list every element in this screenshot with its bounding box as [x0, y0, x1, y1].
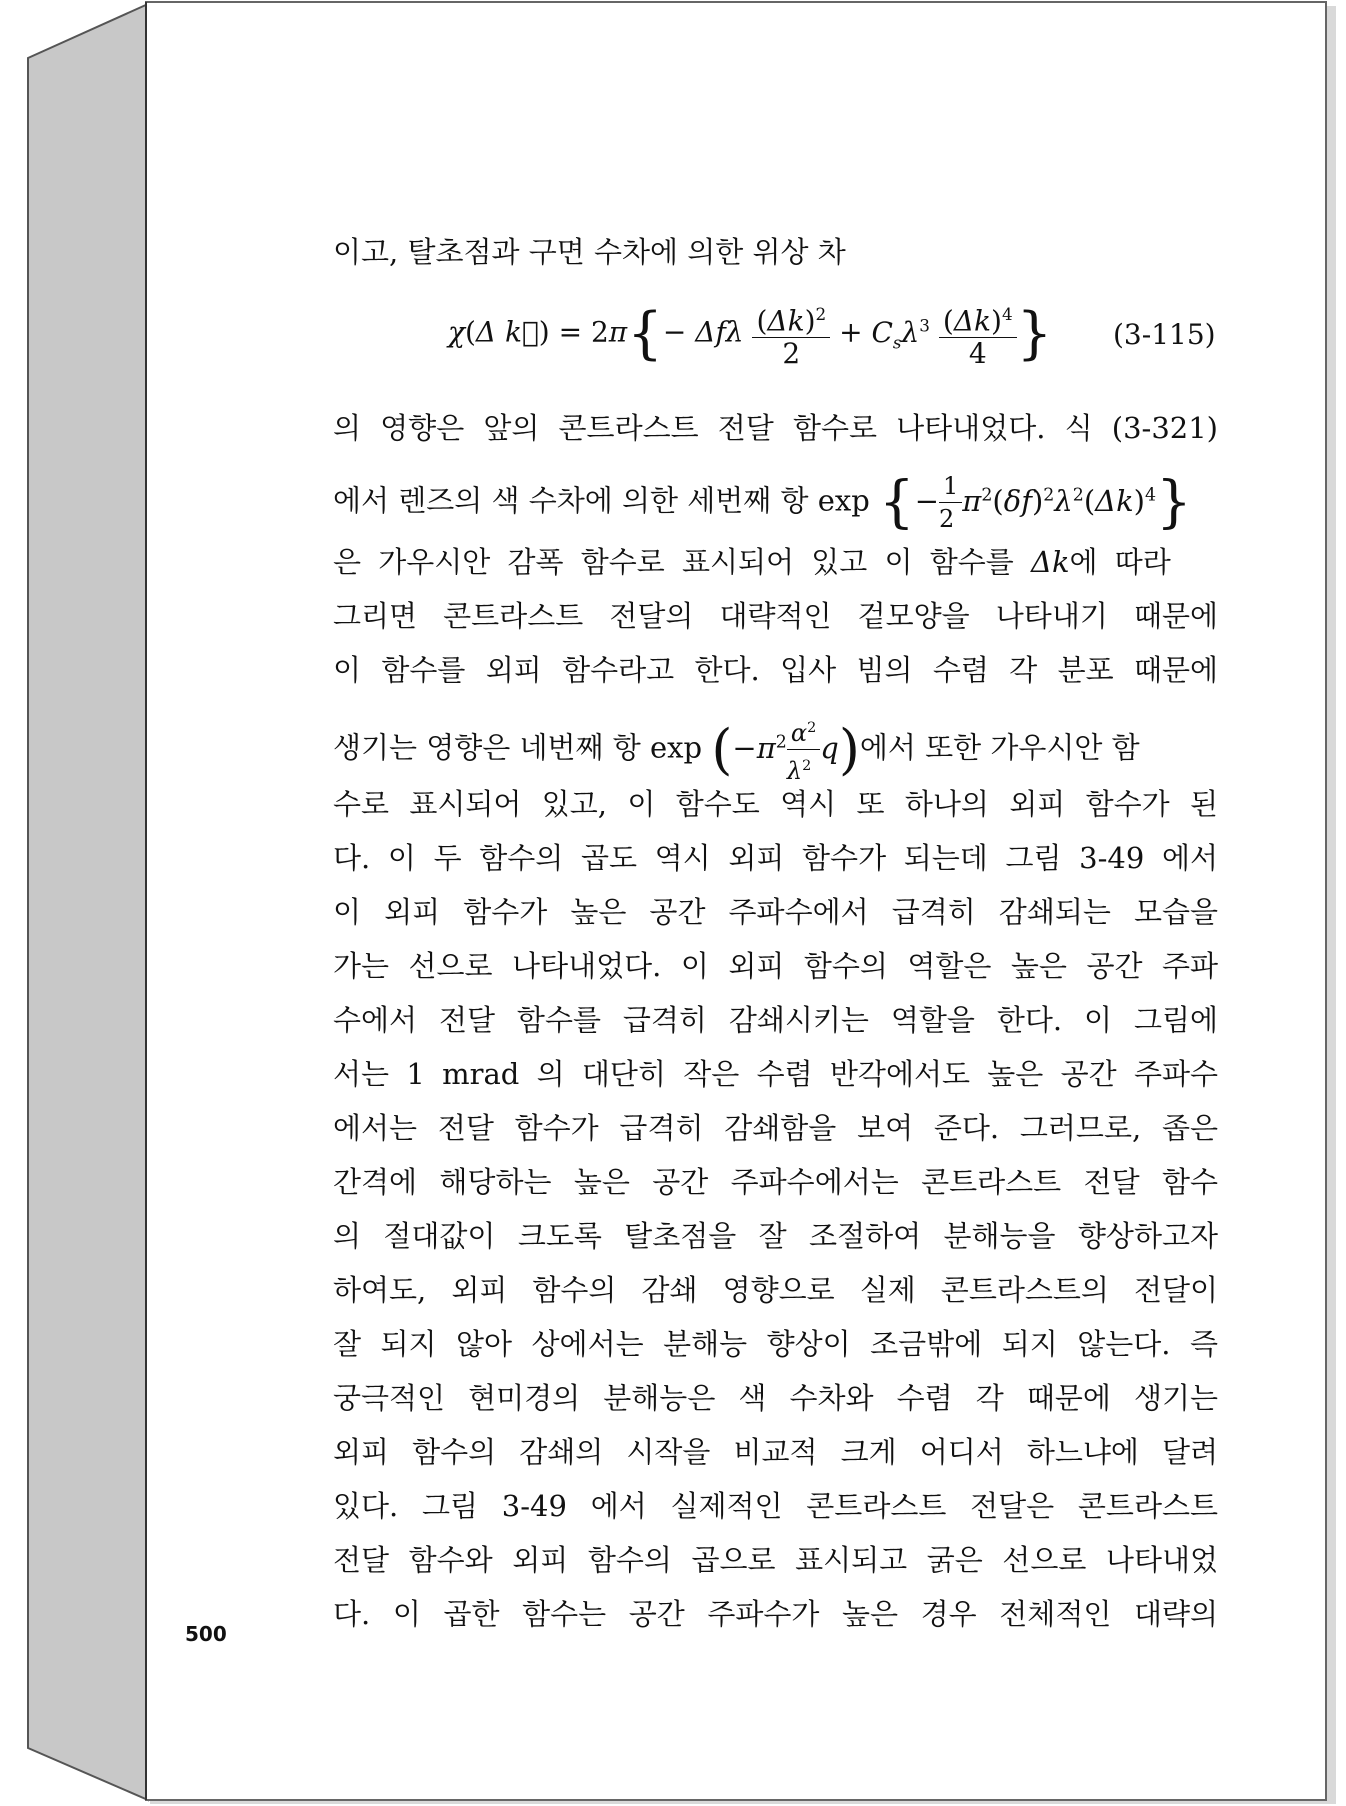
- exp2-math: ($-\pi^2$ $\frac{\alpha^2}{\lambda^2}$ q): [711, 731, 860, 765]
- page-number: 500: [185, 1622, 227, 1646]
- text-line: 있다. 그림 3-49 에서 실제적인 콘트라스트 전달은 콘트라스트: [333, 1489, 1218, 1523]
- text-line: 전달 함수와 외피 함수의 곱으로 표시되고 굵은 선으로 나타내었: [333, 1543, 1218, 1577]
- exp2-prefix: 생기는 영향은 네번째 항 exp: [333, 730, 703, 765]
- text-line: 외피 함수의 감쇄의 시작을 비교적 크게 어디서 하느냐에 달려: [333, 1435, 1218, 1469]
- text-line: 이 외피 함수가 높은 공간 주파수에서 급격히 감쇄되는 모습을: [333, 895, 1218, 929]
- equation-number: (3-115): [1113, 318, 1216, 351]
- text-line: 이 함수를 외피 함수라고 한다. 입사 빔의 수렴 각 분포 때문에: [333, 653, 1218, 687]
- text-line: 의 영향은 앞의 콘트라스트 전달 함수로 나타내었다. 식 (3-321): [333, 411, 1218, 445]
- text-line: 의 절대값이 크도록 탈초점을 잘 조절하여 분해능을 향상하고자: [333, 1219, 1218, 1253]
- text-line: 간격에 해당하는 높은 공간 주파수에서는 콘트라스트 전달 함수: [333, 1165, 1218, 1199]
- text-line-exp1: [333, 470, 1218, 535]
- text-line: 궁극적인 현미경의 분해능은 색 수차와 수렴 각 때문에 생기는: [333, 1381, 1218, 1415]
- text-line: 다. 이 두 함수의 곱도 역시 외피 함수가 되는데 그림 3-49 에서: [333, 841, 1218, 875]
- text-line: 수로 표시되어 있고, 이 함수도 역시 또 하나의 외피 함수가 된: [333, 787, 1218, 821]
- line-part: 은 가우시안 감폭 함수로 표시되어 있고 이 함수를: [333, 545, 1014, 579]
- text-line: 하여도, 외피 함수의 감쇄 영향으로 실제 콘트라스트의 전달이: [333, 1273, 1218, 1307]
- text-line: 그리면 콘트라스트 전달의 대략적인 겉모양을 나타내기 때문에: [333, 599, 1218, 633]
- dk-symbol: Δk: [1031, 545, 1070, 579]
- text-line: 다. 이 곱한 함수는 공간 주파수가 높은 경우 전체적인 대략의: [333, 1597, 1218, 1631]
- text-line: 서는 1 mrad 의 대단히 작은 수렴 반각에서도 높은 공간 주파수: [333, 1057, 1218, 1091]
- equation-3-115: χ(Δ k⃗) = 2π{− Δfλ $\frac{(\Delta k)^2}{2}$ + $C_s\lambda^3$ $\frac{(\Delta k)^4}{4}$ }: [448, 298, 1078, 378]
- exp2-suffix: 에서 또한 가우시안 함: [859, 730, 1140, 765]
- exp1-prefix: 에서 렌즈의 색 수차에 의한 세번째 항 exp: [333, 483, 870, 518]
- intro-line: 이고, 탈초점과 구면 수차에 의한 위상 차: [333, 235, 846, 269]
- text-line-dk: [333, 542, 1218, 582]
- line-part: 에 따라: [1069, 545, 1171, 579]
- text-line: 가는 선으로 나타내었다. 이 외피 함수의 역할은 높은 공간 주파: [333, 949, 1218, 983]
- text-line: 수에서 전달 함수를 급격히 감쇄시키는 역할을 한다. 이 그림에: [333, 1003, 1218, 1037]
- text-line-exp2: [333, 712, 1218, 787]
- exp1-math: {− $\frac{1}{2}$ $\pi^2(\delta f)^2\lambda^2(\Delta k)^4$}: [879, 469, 1192, 535]
- book-page: [148, 0, 1328, 1800]
- text-line: 잘 되지 않아 상에서는 분해능 향상이 조금밖에 되지 않는다. 즉: [333, 1327, 1218, 1361]
- text-line: 에서는 전달 함수가 급격히 감쇄함을 보여 준다. 그러므로, 좁은: [333, 1111, 1218, 1145]
